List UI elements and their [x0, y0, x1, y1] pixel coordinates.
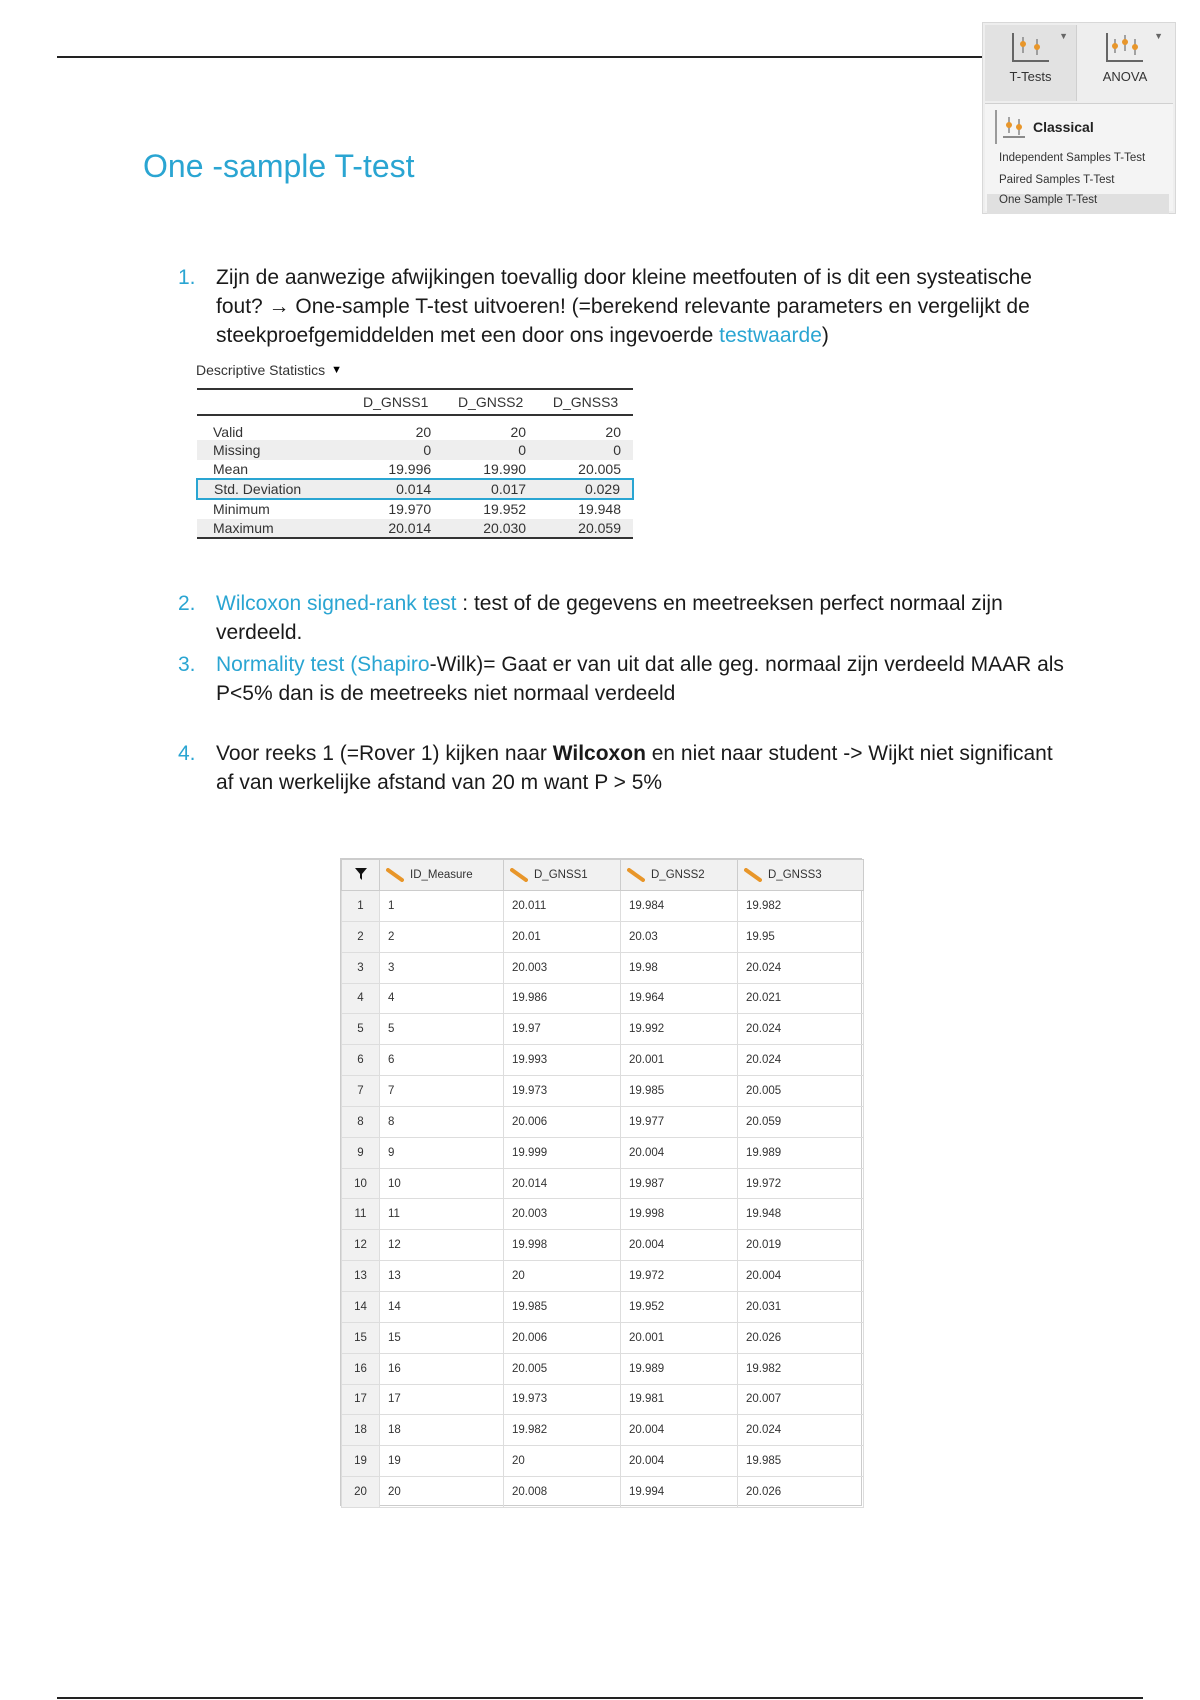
grid-cell[interactable]: 20.006	[504, 1106, 621, 1137]
anova-label: ANOVA	[1102, 69, 1148, 84]
table-row	[342, 1045, 864, 1076]
grid-cell[interactable]: 20.004	[621, 1230, 738, 1261]
grid-cell[interactable]: 20.014	[504, 1168, 621, 1199]
menu-item-paired-t-test[interactable]: Paired Samples T-Test	[999, 174, 1115, 186]
grid-cell[interactable]: 7	[380, 1076, 504, 1107]
grid-cell[interactable]: 20.007	[738, 1384, 864, 1415]
grid-cell[interactable]: 19.973	[504, 1076, 621, 1107]
scale-icon	[510, 868, 528, 882]
descriptive-statistics-table	[196, 388, 634, 539]
wilcoxon-link: Wilcoxon signed-rank test	[216, 592, 457, 615]
grid-cell[interactable]: 20.003	[504, 952, 621, 983]
grid-cell[interactable]: 16	[380, 1353, 504, 1384]
page-title: One -sample T-test	[143, 148, 415, 184]
grid-cell[interactable]: 20.01	[504, 921, 621, 952]
list-text: Wilcoxon signed-rank test : test of de gegevens en meetreeksen perfect normaal zijn verdeeld.	[216, 592, 1003, 644]
grid-cell[interactable]: 19.984	[621, 891, 738, 922]
table-row	[342, 1322, 864, 1353]
menu-item-one-sample-t-test[interactable]: One Sample T-Test	[987, 194, 1169, 214]
column-header-d-gnss3[interactable]: D_GNSS3	[738, 860, 864, 891]
classical-icon	[1001, 115, 1027, 139]
chevron-down-icon: ▼	[1154, 31, 1163, 41]
grid-cell[interactable]: 19.981	[621, 1384, 738, 1415]
grid-cell[interactable]: 20.006	[504, 1322, 621, 1353]
list-number: 4.	[178, 742, 196, 765]
row-number[interactable]: 9	[342, 1137, 380, 1168]
caret-down-icon[interactable]: ▼	[331, 364, 343, 376]
row-number[interactable]: 17	[342, 1384, 380, 1415]
row-number[interactable]: 6	[342, 1045, 380, 1076]
table-row	[342, 1384, 864, 1415]
list-text: Normality test (Shapiro-Wilk)= Gaat er van uit dat alle geg. normaal zijn verdeeld MAAR als P<5% dan is de meetreeks niet normaal verdeeld	[216, 653, 1064, 705]
grid-cell[interactable]: 20.001	[621, 1322, 738, 1353]
table-row	[342, 1076, 864, 1107]
grid-cell[interactable]: 20	[380, 1477, 504, 1508]
grid-cell[interactable]: 3	[380, 952, 504, 983]
grid-cell[interactable]: 19.989	[738, 1137, 864, 1168]
grid-cell[interactable]: 20.004	[621, 1446, 738, 1477]
grid-cell[interactable]: 19.985	[738, 1446, 864, 1477]
grid-cell[interactable]: 20	[504, 1261, 621, 1292]
grid-cell[interactable]: 4	[380, 983, 504, 1014]
table-row	[342, 983, 864, 1014]
grid-cell[interactable]: 19.985	[621, 1076, 738, 1107]
row-number[interactable]: 16	[342, 1353, 380, 1384]
table-row	[342, 1106, 864, 1137]
grid-cell[interactable]: 13	[380, 1261, 504, 1292]
scale-icon	[386, 868, 404, 882]
grid-cell[interactable]: 20.004	[738, 1261, 864, 1292]
grid-cell[interactable]: 20.031	[738, 1291, 864, 1322]
grid-cell[interactable]: 14	[380, 1291, 504, 1322]
grid-cell[interactable]: 19.964	[621, 983, 738, 1014]
grid-cell[interactable]: 19.982	[738, 891, 864, 922]
table-row	[342, 1014, 864, 1045]
table-row: Missing 0 0 0	[197, 440, 633, 460]
row-number[interactable]: 1	[342, 891, 380, 922]
table-row	[342, 1168, 864, 1199]
grid-cell[interactable]: 20.004	[621, 1415, 738, 1446]
table-row: Valid 20 20 20	[213, 424, 621, 440]
grid-cell[interactable]: 15	[380, 1322, 504, 1353]
grid-cell[interactable]: 1	[380, 891, 504, 922]
grid-cell[interactable]: 19.98	[621, 952, 738, 983]
table-row: Minimum 19.970 19.952 19.948	[213, 501, 621, 518]
table-row	[342, 1261, 864, 1292]
grid-cell[interactable]: 19.972	[621, 1261, 738, 1292]
grid-cell[interactable]: 19.987	[621, 1168, 738, 1199]
grid-cell[interactable]: 19.982	[738, 1353, 864, 1384]
ttests-button[interactable]	[985, 25, 1077, 101]
scale-icon	[627, 868, 645, 882]
ttest-dropdown-menu	[985, 103, 1173, 211]
grid-cell[interactable]: 2	[380, 921, 504, 952]
grid-cell[interactable]: 20.024	[738, 1045, 864, 1076]
footer-rule	[57, 1697, 1143, 1699]
normality-test-link: Normality test (Shapiro	[216, 653, 430, 676]
table-row: Mean 19.996 19.990 20.005	[213, 461, 621, 478]
list-number: 3.	[178, 653, 196, 676]
row-number[interactable]: 7	[342, 1076, 380, 1107]
grid-cell[interactable]: 19.948	[738, 1199, 864, 1230]
row-number[interactable]: 14	[342, 1291, 380, 1322]
list-number: 2.	[178, 592, 196, 615]
row-number[interactable]: 4	[342, 983, 380, 1014]
table-header-row: D_GNSS1 D_GNSS2 D_GNSS3	[197, 389, 633, 415]
grid-cell[interactable]: 20.008	[504, 1477, 621, 1508]
row-number[interactable]: 10	[342, 1168, 380, 1199]
grid-cell[interactable]: 19.952	[621, 1291, 738, 1322]
header-rule	[57, 56, 987, 58]
table-row	[342, 921, 864, 952]
table-row	[342, 1199, 864, 1230]
grid-cell[interactable]: 19.992	[621, 1014, 738, 1045]
grid-cell[interactable]: 19.977	[621, 1106, 738, 1137]
grid-cell[interactable]: 20.003	[504, 1199, 621, 1230]
grid-cell[interactable]: 20.004	[621, 1137, 738, 1168]
grid-cell[interactable]: 19.993	[504, 1045, 621, 1076]
row-number[interactable]: 15	[342, 1322, 380, 1353]
grid-cell[interactable]: 19.998	[504, 1230, 621, 1261]
grid-cell[interactable]: 19.998	[621, 1199, 738, 1230]
row-number[interactable]: 11	[342, 1199, 380, 1230]
scale-icon	[744, 868, 762, 882]
table-row	[342, 1353, 864, 1384]
table-row	[342, 1137, 864, 1168]
jasp-ribbon	[982, 22, 1176, 214]
grid-cell[interactable]: 20.03	[621, 921, 738, 952]
column-header-d-gnss2[interactable]: D_GNSS2	[621, 860, 738, 891]
row-number[interactable]: 13	[342, 1261, 380, 1292]
grid-cell[interactable]: 20	[504, 1446, 621, 1477]
grid-cell[interactable]: 19	[380, 1446, 504, 1477]
table-row	[342, 1446, 864, 1477]
grid-cell[interactable]: 20.019	[738, 1230, 864, 1261]
row-number[interactable]: 12	[342, 1230, 380, 1261]
grid-cell[interactable]: 19.985	[504, 1291, 621, 1322]
list-number: 1.	[178, 266, 196, 289]
chevron-down-icon: ▼	[1059, 31, 1068, 41]
grid-cell[interactable]: 20.026	[738, 1322, 864, 1353]
row-number[interactable]: 3	[342, 952, 380, 983]
table-row: Maximum 20.014 20.030 20.059	[197, 519, 633, 539]
grid-cell[interactable]: 19.973	[504, 1384, 621, 1415]
grid-cell[interactable]: 11	[380, 1199, 504, 1230]
row-number[interactable]: 19	[342, 1446, 380, 1477]
grid-cell[interactable]: 8	[380, 1106, 504, 1137]
testwaarde-link: testwaarde	[719, 324, 822, 347]
grid-cell[interactable]: 20.011	[504, 891, 621, 922]
data-grid	[340, 858, 862, 1506]
row-number[interactable]: 18	[342, 1415, 380, 1446]
grid-cell[interactable]: 18	[380, 1415, 504, 1446]
table-row	[342, 952, 864, 983]
grid-cell[interactable]: 19.989	[621, 1353, 738, 1384]
list-text: Voor reeks 1 (=Rover 1) kijken naar Wilcoxon en niet naar student -> Wijkt niet significant af van werkelijke afstand van 20 m want P > 5%	[216, 742, 1053, 794]
grid-cell[interactable]: 19.982	[504, 1415, 621, 1446]
table-row	[342, 891, 864, 922]
row-number[interactable]: 20	[342, 1477, 380, 1508]
ttests-label: T-Tests	[1009, 69, 1052, 84]
grid-cell[interactable]: 20.024	[738, 952, 864, 983]
column-header-d-gnss1[interactable]: D_GNSS1	[504, 860, 621, 891]
column-header-id-measure[interactable]: ID_Measure	[380, 860, 504, 891]
grid-body	[342, 891, 864, 1508]
descriptive-statistics-title: Descriptive Statistics ▼	[196, 362, 343, 378]
ttests-icon	[1009, 31, 1053, 65]
grid-cell[interactable]: 20.059	[738, 1106, 864, 1137]
grid-cell[interactable]: 12	[380, 1230, 504, 1261]
grid-cell[interactable]: 19.972	[738, 1168, 864, 1199]
table-row	[342, 1291, 864, 1322]
grid-cell[interactable]: 9	[380, 1137, 504, 1168]
grid-cell[interactable]: 19.999	[504, 1137, 621, 1168]
grid-cell[interactable]: 19.97	[504, 1014, 621, 1045]
row-number[interactable]: 8	[342, 1106, 380, 1137]
menu-item-independent-t-test[interactable]: Independent Samples T-Test	[999, 152, 1146, 164]
grid-header-row	[342, 860, 864, 891]
filter-icon[interactable]	[342, 860, 380, 891]
grid-cell[interactable]: 20.024	[738, 1415, 864, 1446]
anova-icon	[1103, 31, 1147, 65]
menu-header-classical: Classical	[995, 110, 1094, 144]
row-number[interactable]: 5	[342, 1014, 380, 1045]
grid-cell[interactable]: 19.986	[504, 983, 621, 1014]
grid-cell[interactable]: 20.005	[504, 1353, 621, 1384]
grid-cell[interactable]: 5	[380, 1014, 504, 1045]
grid-cell[interactable]: 19.95	[738, 921, 864, 952]
table-row	[342, 1477, 864, 1508]
list-text: Zijn de aanwezige afwijkingen toevallig door kleine meetfouten of is dit een systeatische fout? → One-sample T-test uitvoeren! (=berekend relevante parameters en vergelijkt de steekproefgemiddelden met een door ons ingevoerde testwaarde)	[216, 266, 1032, 347]
table-row	[342, 1415, 864, 1446]
grid-cell[interactable]: 20.021	[738, 983, 864, 1014]
anova-button[interactable]	[1079, 25, 1171, 101]
row-number[interactable]: 2	[342, 921, 380, 952]
grid-cell[interactable]: 10	[380, 1168, 504, 1199]
grid-cell[interactable]: 20.024	[738, 1014, 864, 1045]
grid-cell[interactable]: 20.005	[738, 1076, 864, 1107]
grid-cell[interactable]: 17	[380, 1384, 504, 1415]
table-row	[342, 1230, 864, 1261]
grid-cell[interactable]: 6	[380, 1045, 504, 1076]
grid-cell[interactable]: 19.994	[621, 1477, 738, 1508]
grid-cell[interactable]: 20.001	[621, 1045, 738, 1076]
grid-cell[interactable]: 20.026	[738, 1477, 864, 1508]
std-deviation-row: Std. Deviation 0.014 0.017 0.029	[197, 479, 633, 499]
